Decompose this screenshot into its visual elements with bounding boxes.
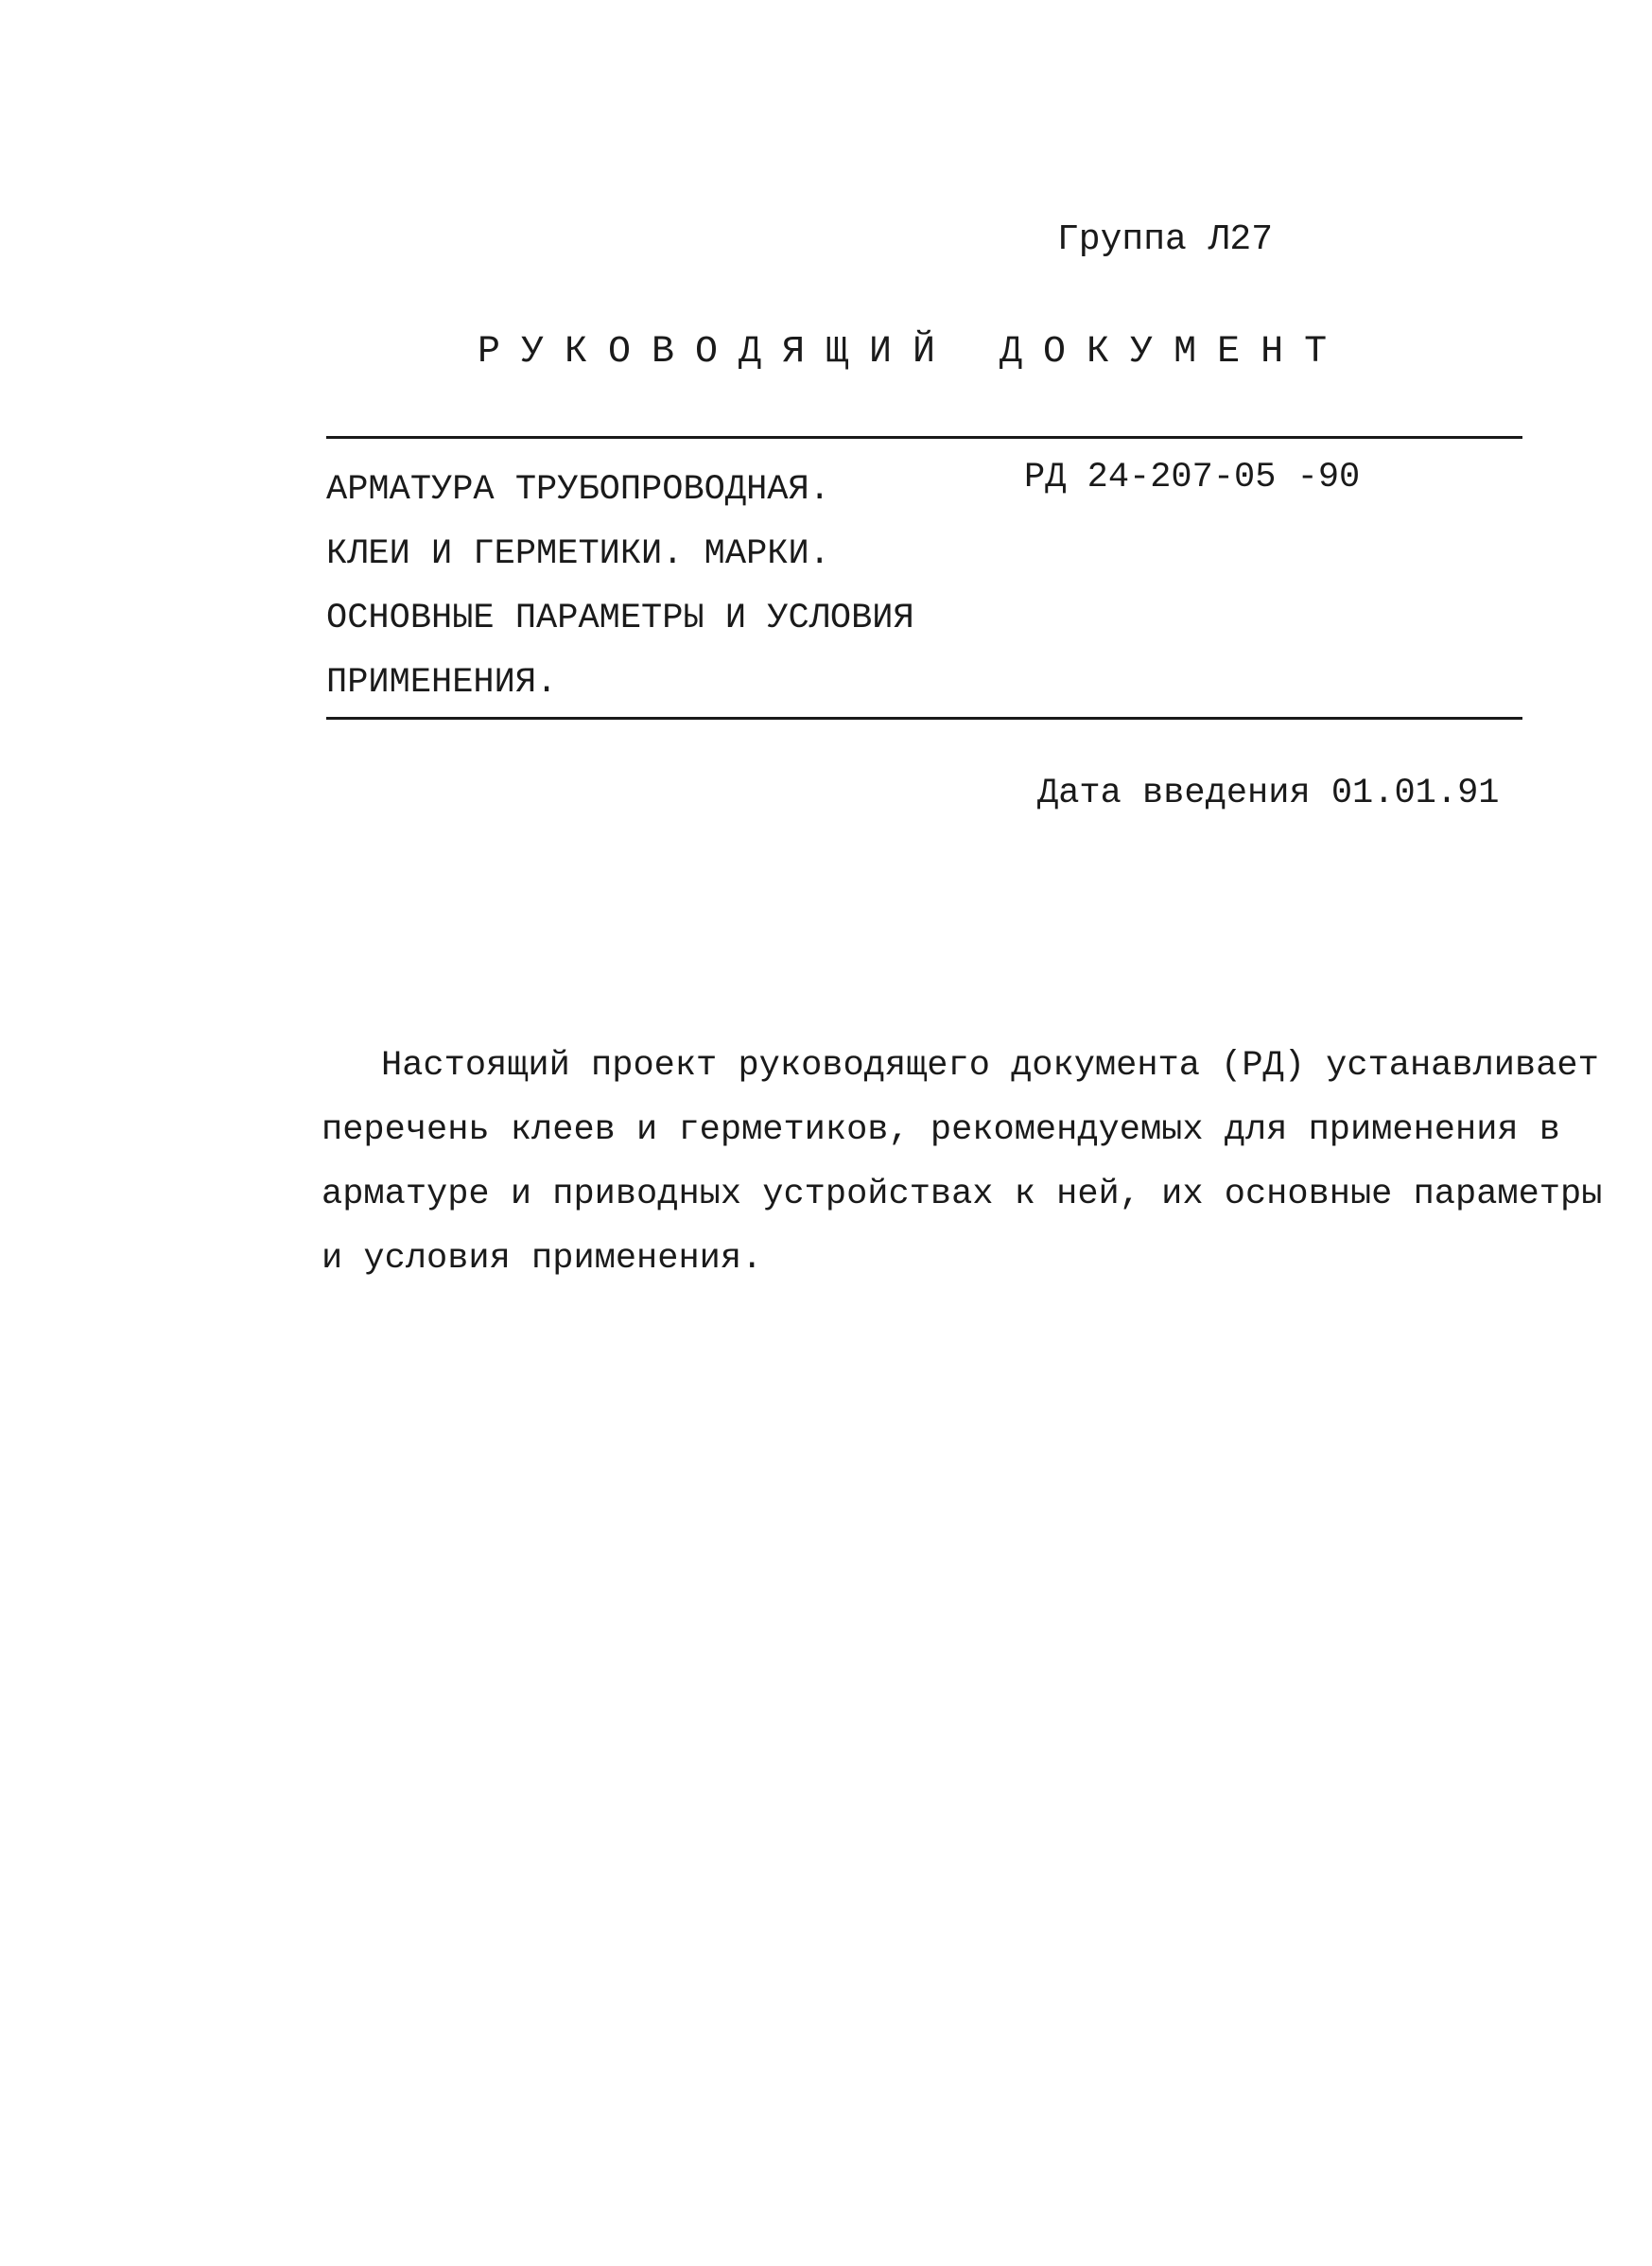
body-line: перечень клеев и герметиков, рекомендуемых для применения в: [322, 1110, 1561, 1150]
document-title: [326, 458, 914, 715]
body-line: арматуре и приводных устройствах к ней, их основные параметры: [322, 1175, 1603, 1214]
title-line: ПРИМЕНЕНИЯ.: [326, 663, 558, 703]
top-divider: [326, 436, 1522, 439]
title-line: ОСНОВНЫЕ ПАРАМЕТРЫ И УСЛОВИЯ: [326, 599, 914, 638]
document-number: РД 24-207-05 -90: [1024, 458, 1361, 497]
group-label: Группа Л27: [1057, 219, 1274, 260]
title-line: АРМАТУРА ТРУБОПРОВОДНАЯ.: [326, 470, 830, 510]
body-line: Настоящий проект руководящего документа (РД) устанавливает: [381, 1046, 1599, 1086]
body-paragraph: [322, 1034, 1603, 1291]
body-line: и условия применения.: [322, 1239, 763, 1279]
introduction-date: Дата введения 01.01.91: [1037, 774, 1500, 813]
bottom-divider: [326, 717, 1522, 720]
title-line: КЛЕИ И ГЕРМЕТИКИ. МАРКИ.: [326, 534, 830, 574]
document-type-heading: РУКОВОДЯЩИЙ ДОКУМЕНТ: [478, 331, 1348, 374]
